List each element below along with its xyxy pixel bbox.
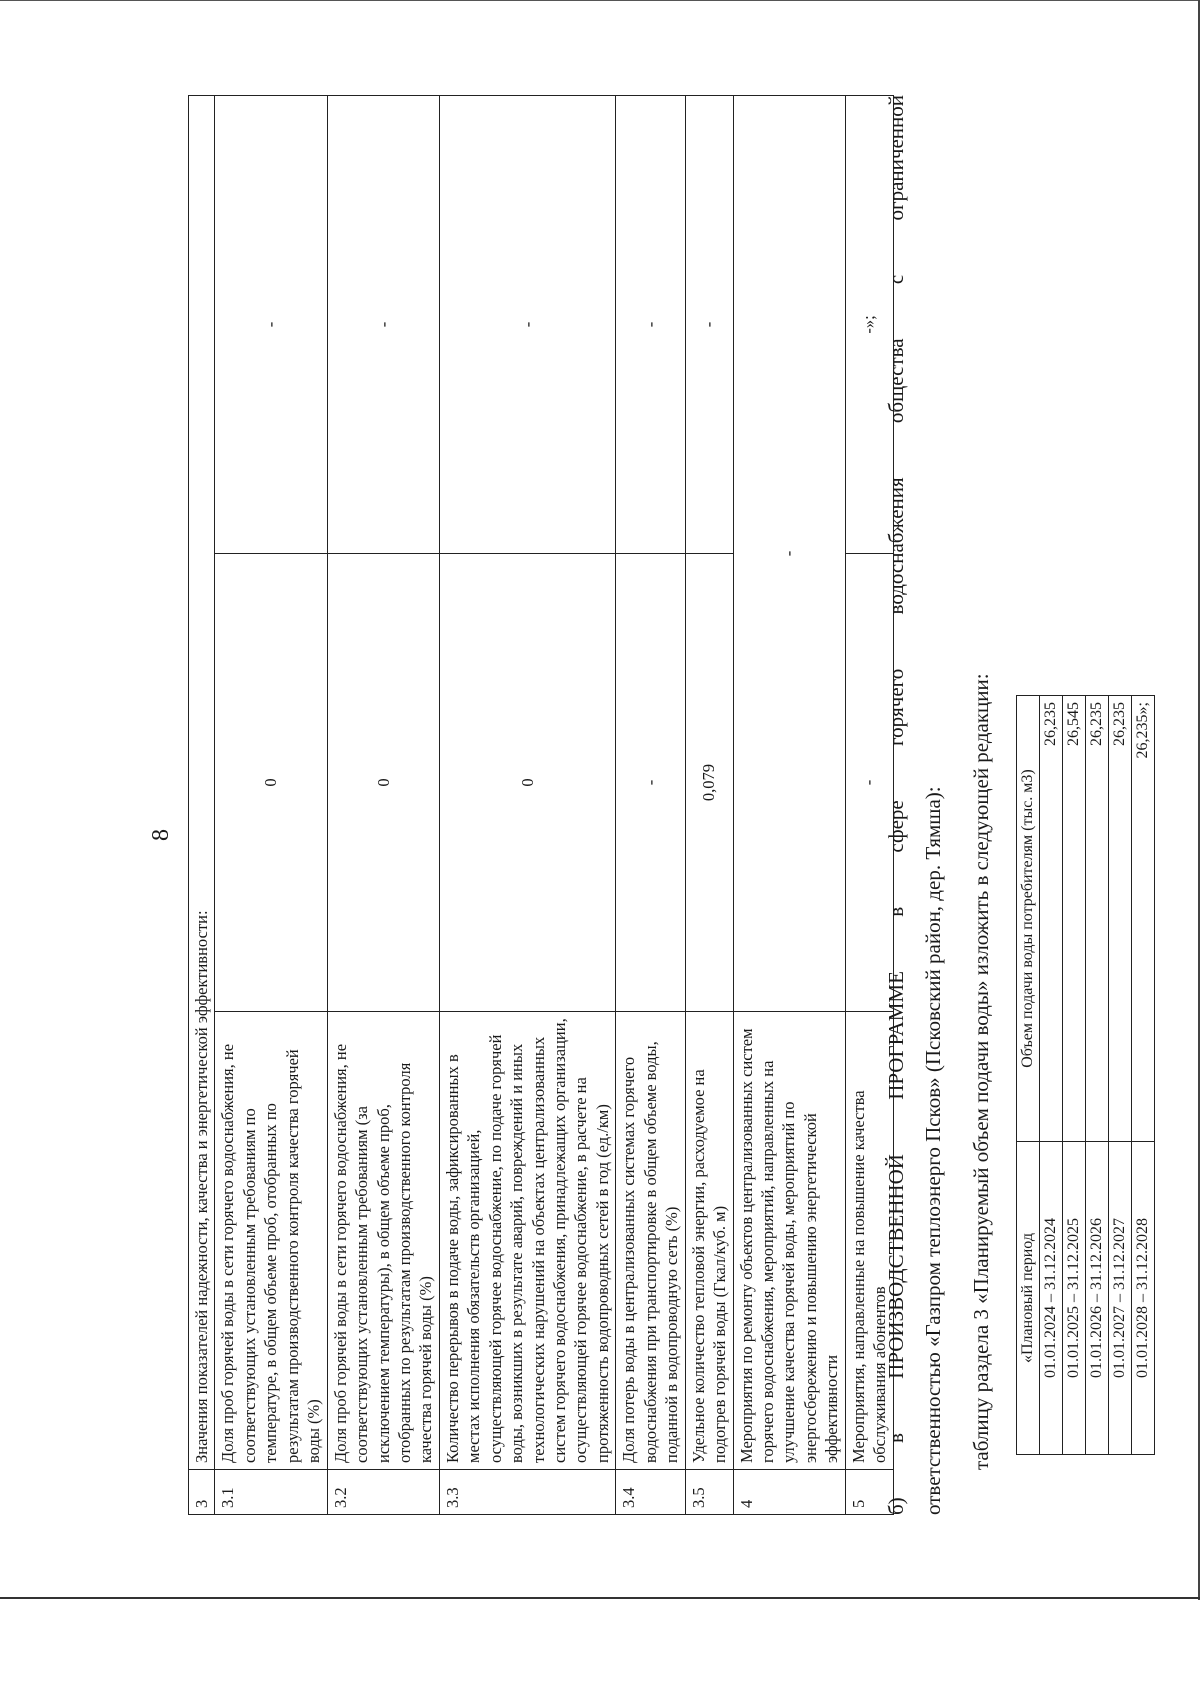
- amendment-paragraph-line-2: ответственностью «Газпром теплоэнерго Псков» (Псковский район, дер. Тямша):: [921, 786, 945, 1515]
- page-number: 8: [148, 829, 174, 841]
- table-row: [1040, 696, 1063, 1455]
- table-row: [733, 96, 845, 1515]
- row-value-1: 0: [439, 554, 616, 1012]
- table-row: [189, 96, 215, 1515]
- row-number: 3.4: [616, 1470, 685, 1515]
- row-value-2: -»;: [845, 96, 893, 554]
- rotated-document-page: [90, 85, 1151, 1585]
- row-description: Доля потерь воды в централизованных системах горячего водоснабжения при транспортировке в общем объеме воды, поданной в водопроводную сеть (%): [616, 1012, 685, 1470]
- section-title: Значения показателей надежности, качества и энергетической эффективности:: [189, 96, 215, 1470]
- volume-cell: 26,235: [1109, 696, 1132, 1142]
- row-value-1: 0,079: [685, 554, 733, 1012]
- table-row: [1109, 696, 1132, 1455]
- indicators-table: [188, 95, 894, 1515]
- period-cell: 01.01.2025 – 31.12.2025: [1063, 1142, 1086, 1455]
- header-volume: Объем подачи воды потребителям (тыс. м3): [1017, 696, 1040, 1142]
- row-value-1: -: [845, 554, 893, 1012]
- scan-edge-top: [0, 0, 1200, 1]
- amendment-paragraph-line-3: таблицу раздела 3 «Планируемый объем подачи воды» изложить в следующей редакции:: [969, 673, 993, 1470]
- row-value-2: -: [327, 96, 439, 554]
- row-value-1: 0: [215, 554, 327, 1012]
- period-cell: 01.01.2027 – 31.12.2027: [1109, 1142, 1132, 1455]
- row-value-2: -: [215, 96, 327, 554]
- row-value-2: -: [616, 96, 685, 554]
- row-value-1: -: [616, 554, 685, 1012]
- table-row: [1132, 696, 1155, 1455]
- row-number: 3.3: [439, 1470, 616, 1515]
- row-number: 3.1: [215, 1470, 327, 1515]
- row-description: Доля проб горячей воды в сети горячего водоснабжения, не соответствующих установленным требованиям по температуре, в общем объеме проб, отобранных по результатам производственного контроля качества горячей воды (%): [215, 1012, 327, 1470]
- table-header-row: [1017, 696, 1040, 1455]
- period-cell: 01.01.2024 – 31.12.2024: [1040, 1142, 1063, 1455]
- amendment-paragraph-line-1: б) в ПРОИЗВОДСТВЕННОЙ ПРОГРАММЕ в сфере горячего водоснабжения общества с ограниченной: [884, 95, 908, 1515]
- table-row: [215, 96, 327, 1515]
- row-value-2: -: [685, 96, 733, 554]
- table-row: [1063, 696, 1086, 1455]
- row-number: 3.2: [327, 1470, 439, 1515]
- row-description: Удельное количество тепловой энергии, расходуемое на подогрев горячей воды (Гкал/куб. м): [685, 1012, 733, 1470]
- water-volume-table: [1016, 695, 1155, 1455]
- period-cell: 01.01.2028 – 31.12.2028: [1132, 1142, 1155, 1455]
- row-description: Мероприятия по ремонту объектов централизованных систем горячего водоснабжения, мероприятий, направленных на улучшение качества горячей воды, мероприятий по энергосбережению и повышению энергетической эффективности: [733, 1012, 845, 1470]
- row-description: Мероприятия, направленные на повышение качества обслуживания абонентов: [845, 1012, 893, 1470]
- table-row: [439, 96, 616, 1515]
- volume-cell: 26,235»;: [1132, 696, 1155, 1142]
- row-number: 5: [845, 1470, 893, 1515]
- row-description: Количество перерывов в подаче воды, зафиксированных в местах исполнения обязательств организацией, осуществляющей горячее водоснабжение, по подаче горячей воды, возникших в результате аварий, повреждений и иных технологических нарушений на объектах централизованных систем горячего водоснабжения, принадлежащих организации, осуществляющей горячее водоснабжение, в расчете на протяженность водопроводных сетей в год (ед./км): [439, 1012, 616, 1470]
- row-value-1: 0: [327, 554, 439, 1012]
- header-period: «Плановый период: [1017, 1142, 1040, 1455]
- row-number: 4: [733, 1470, 845, 1515]
- table-row: [616, 96, 685, 1515]
- table-row: [1086, 696, 1109, 1455]
- row-value-2: -: [439, 96, 616, 554]
- row-value: -: [733, 96, 845, 1012]
- row-number: 3.5: [685, 1470, 733, 1515]
- row-number: 3: [189, 1470, 215, 1515]
- volume-cell: 26,235: [1086, 696, 1109, 1142]
- volume-cell: 26,545: [1063, 696, 1086, 1142]
- table-row: [327, 96, 439, 1515]
- table-row: [685, 96, 733, 1515]
- row-description: Доля проб горячей воды в сети горячего водоснабжения, не соответствующих установленным требованиям (за исключением температуры), в общем объеме проб, отобранных по результатам производственного контроля качества горячей воды (%): [327, 1012, 439, 1470]
- volume-cell: 26,235: [1040, 696, 1063, 1142]
- period-cell: 01.01.2026 – 31.12.2026: [1086, 1142, 1109, 1455]
- scan-edge-bottom: [0, 1597, 1200, 1599]
